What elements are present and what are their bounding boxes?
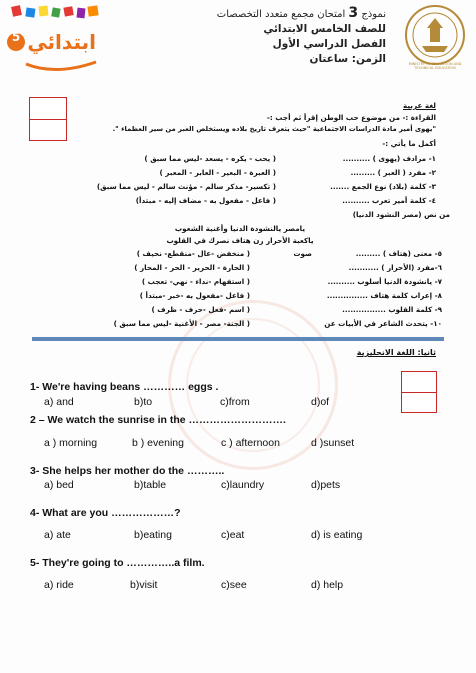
english-q2-option-b: b ) evening xyxy=(132,437,184,449)
english-q5: 5- They're going to …………..a film. xyxy=(30,557,205,569)
arabic-score-box xyxy=(29,97,67,141)
exam-header xyxy=(196,6,386,67)
header-time: الزمن: ساعتان xyxy=(309,53,386,65)
arabic-q8-options: ( فاعل -مفعول به -خبر -مبتدأ ) xyxy=(139,291,250,300)
english-q1-option-c: c)from xyxy=(220,396,250,408)
grade-badge: 5 xyxy=(11,30,21,44)
english-title: ثانيا: اللغة الانجليزية xyxy=(356,348,436,357)
arabic-q2: ٢- مفرد ( العبر ) ......... xyxy=(350,168,436,177)
header-term: الفصل الدراسي الأول xyxy=(272,38,386,50)
english-q2-option-c: c ) afternoon xyxy=(221,437,280,449)
english-q5-option-a: a) ride xyxy=(44,579,74,591)
poem-label: من نص (مصر النشود الدنيا) xyxy=(352,210,450,219)
arabic-q7-options: ( استفهام -نداء - نهي- تعجب ) xyxy=(141,277,250,286)
arabic-q3: ٣- كلمة (بلاد) نوع الجمع ....... xyxy=(330,182,436,191)
header-grade: للصف الخامس الابتدائي xyxy=(263,23,386,35)
english-score-box xyxy=(401,371,437,413)
english-q4-option-d: d) is eating xyxy=(311,529,363,541)
arabic-q4-options: ( فاعل - مفعول به - مضاف إليه - مبتدأ) xyxy=(135,196,276,205)
poem-verse-1: يامصر يالنشودة الدنيا وأغنية الشعوب xyxy=(174,224,306,233)
arabic-q1-options: ( يحب - يكره - يسعد -ليس مما سبق ) xyxy=(144,154,276,163)
english-q3: 3- She helps her mother do the ……….. xyxy=(30,465,225,477)
english-q4-option-a: a) ate xyxy=(44,529,71,541)
english-q3-option-c: c)laundry xyxy=(221,479,265,491)
english-q4-option-c: c)eat xyxy=(221,529,245,541)
arabic-q5-answer: صوت xyxy=(293,249,312,258)
arabic-title: لغة عربية xyxy=(403,101,436,110)
english-q3-option-b: b)table xyxy=(134,479,167,491)
complete-label: أكمل ما يأتي :- xyxy=(382,139,436,148)
english-q4: 4- What are you ………………? xyxy=(30,507,181,519)
grade-word: ابتدائي xyxy=(27,30,96,54)
english-q4-option-b: b)eating xyxy=(134,529,172,541)
reading-label: القراءة :- xyxy=(402,113,436,122)
arabic-q5-options: ( منخفض -عال -منقطع- نحيف ) xyxy=(136,249,250,258)
arabic-q2-options: ( العبرة - البعير - العابر - المعبر ) xyxy=(159,168,276,177)
arabic-q10-options: ( الجنة- مصر - الأغنية -ليس مما سبق ) xyxy=(113,319,250,328)
english-q2: 2 – We watch the sunrise in the ………………………. xyxy=(30,414,286,426)
english-q1-option-d: d)of xyxy=(311,396,330,408)
english-q5-option-c: c)see xyxy=(221,579,247,591)
arabic-q9: ٩- كلمة القلوب ................ xyxy=(342,305,442,314)
english-q1-option-a: a) and xyxy=(44,396,74,408)
reading-intro: من موضوع حب الوطن إقرأ ثم أجب :- xyxy=(266,113,400,122)
reading-passage: "يهوى أمير مادة الدراسات الاجتماعية "حيث يتعرف تاريخ بلاده ويستخلص العبر من سير العظماء ". xyxy=(112,125,436,133)
ministry-logo-icon xyxy=(400,4,470,66)
english-q3-option-d: d)pets xyxy=(311,479,341,491)
english-q5-option-b: b)visit xyxy=(130,579,158,591)
arabic-q6-options: ( الحارة - الحرير - الحر - المحار ) xyxy=(134,263,250,272)
logo-caption: MINISTRY OF EDUCATION AND TECHNICAL EDUCATION xyxy=(408,62,462,70)
header-model-label: نموذج xyxy=(361,9,386,20)
section-divider xyxy=(32,337,444,341)
english-q2-option-d: d )sunset xyxy=(311,437,355,449)
english-q5-option-d: d) help xyxy=(311,579,344,591)
header-exam-title: امتحان مجمع متعدد التخصصات xyxy=(216,9,346,20)
arabic-q8: ٨- إعراب كلمة هتاف ............... xyxy=(326,291,442,300)
arabic-q4: ٤- كلمة أمير تعرب .......... xyxy=(342,196,436,205)
english-q1: 1- We're having beans ………… eggs . xyxy=(30,381,219,393)
arabic-q3-options: ( تكسير- مذكر سالم - مؤنث سالم - ليس مما سبق) xyxy=(96,182,276,191)
arabic-q6: ٦-مفرد (الأحرار ) ........... xyxy=(348,263,442,272)
header-model-number: 3 xyxy=(348,5,359,21)
header-line-1 xyxy=(196,6,386,22)
arabic-q9-options: ( اسم -فعل -حرف - ظرف ) xyxy=(151,305,250,314)
english-q3-option-a: a) bed xyxy=(44,479,74,491)
arabic-q5: ٥- معنى (هتاف ) ......... xyxy=(355,249,442,258)
reading-line xyxy=(180,113,436,122)
english-q1-option-b: b)to xyxy=(134,396,153,408)
arabic-q10: ١٠- يتحدث الشاعر في الأبيات عن xyxy=(324,319,442,328)
poem-verse-2: ياكعبة الأحرار رن هتاف نصرك في القلوب xyxy=(166,236,314,245)
arabic-q1: ١- مرادف (يهوى ) .......... xyxy=(342,154,436,163)
arabic-q7: ٧- يانشودة الدنيا أسلوب .......... xyxy=(327,277,442,286)
english-q2-option-a: a ) morning xyxy=(44,437,98,449)
